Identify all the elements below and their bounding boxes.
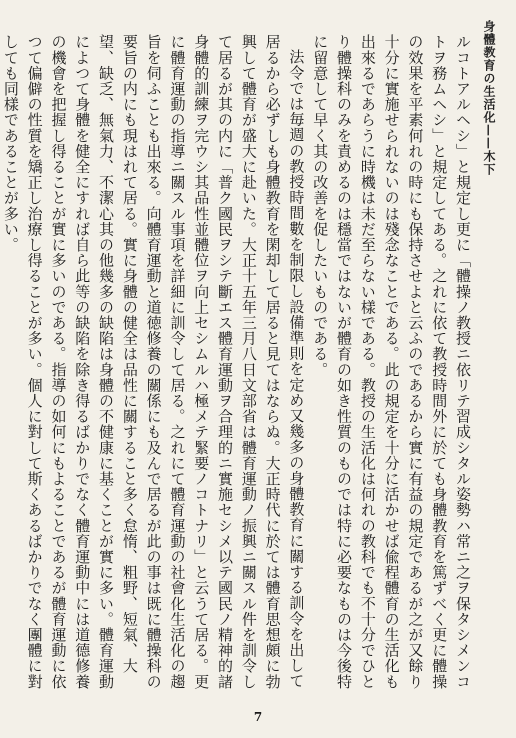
paragraph-1: ルコトアルヘシ」と規定し更に「體操ノ教授ニ依リテ習成シタル姿勢ハ常ニ之ヲ保タシメンコトヲ務ムヘシ」と規定してある。之れに依て教授時間外に於ても身體教育を篤ずべく更に體操の效果を平素何れの時にも保持させよと云ふのであるから實に有益の規定であるが之が又餘り十分に實施せられないのは殘念なことである。此の規定を十分に活かせば偸程體育の生活化も出來るであらうに時機は未だ至らない樣である。教授の生活化は何れの教科でも不十分でひとり體操科のみを責めるのは穩當ではないが體育の如き性質のものでは特に必要なものは今後特に留意して早く其の改善を促したいものである。: [311, 34, 472, 690]
body-text: [1, 34, 474, 694]
running-title: 身體教育の生活化——木下: [482, 20, 496, 176]
page-number: 7: [253, 710, 263, 724]
paragraph-2: 法令では毎週の教授時間數を制限し設備準則を定め又幾多の身體教育に關する訓令を出して居るから必ずしも身體教育を閑却して居ると見てはならぬ。大正時代に於ては體育思想頗に勃興して體育が盛大に赴いた。大正十五年三月八日文部省は體育運動ノ振興ニ關スル件を訓令して居るが其の内に「普ク國民ヲシテ斷エス體育運動ヲ合理的ニ實施セシメ以テ國民ノ精神的諸身體的訓練ヲ完ウシ其品性並體位ヲ向上セシムルハ極メテ緊要ノコトナリ」と云うて居る。更に體育運動の指導ニ關スル事項を詳細に訓令して居る。之れにて體育運動の社會化生活化の趨旨を伺ふことも出來る。向體育運動と道徳修養の關係にも及んで居るが此の事は既に體操科の要旨の内にも現はれて居る。實に身體の健全は品性に關すること多く怠惰、粗野、短氣、大望、缺乏、無氣力、不潔心其の他幾多の缺陷は身體の不健康に基くことが實に多い。體育運動によつて身體を健全にすれば自ら此等の缺陷を除き得るばかりでなく體育運動中には道德修養の機會を把握し得ることが實に多いのである。指導の如何にもよることであるが體育運動に依つて偏僻の性質を矯正し治療し得ることが多い。個人に對して斯くあるばかりでなく團體に對しても同樣であることが多い。: [1, 34, 306, 690]
